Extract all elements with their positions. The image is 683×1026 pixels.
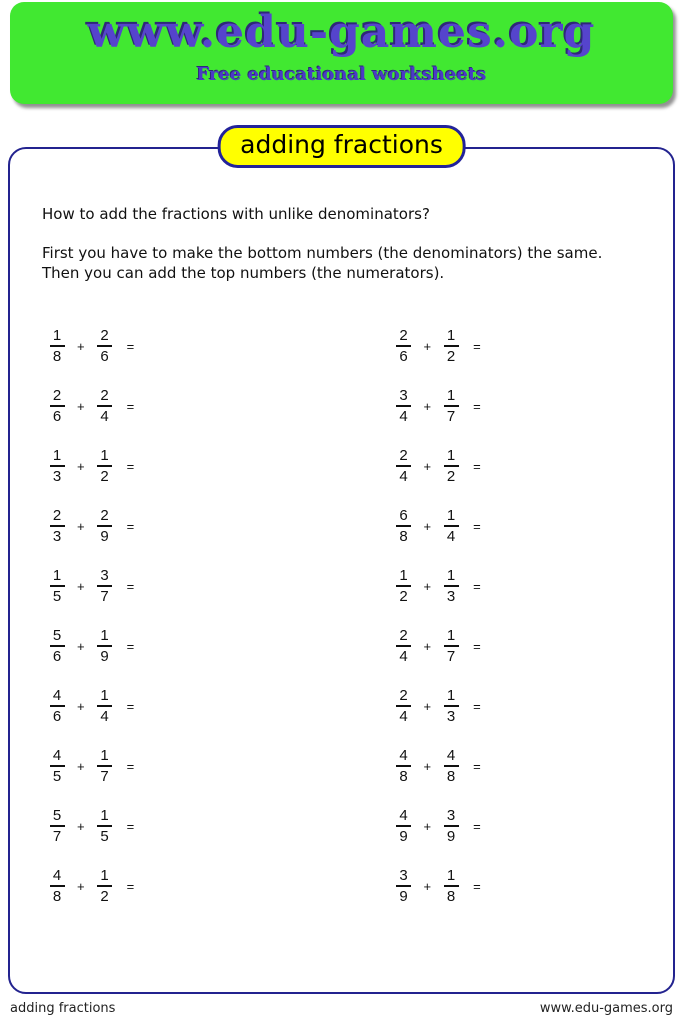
- fraction-first: [395, 328, 413, 364]
- equals-sign: =: [473, 758, 481, 774]
- equals-sign: =: [126, 338, 135, 354]
- equals-sign: =: [473, 578, 481, 594]
- problem-row: [395, 556, 644, 616]
- fraction-bar: [50, 885, 65, 887]
- fraction-first: [395, 388, 413, 424]
- fraction-second: [96, 628, 114, 664]
- fraction-denominator: 7: [446, 648, 456, 665]
- fraction-first: [48, 328, 66, 364]
- fraction-bar: [396, 765, 411, 767]
- fraction-bar: [396, 705, 411, 707]
- equals-sign: =: [126, 758, 135, 774]
- fraction-denominator: 4: [399, 708, 408, 725]
- fraction-denominator: 9: [399, 888, 408, 905]
- fraction-denominator: 2: [100, 888, 109, 905]
- plus-sign: +: [77, 638, 85, 654]
- fraction-first: [48, 628, 66, 664]
- fraction-bar: [97, 885, 112, 887]
- plus-sign: +: [77, 518, 85, 534]
- footer-site-url: www.edu-games.org: [539, 1001, 673, 1016]
- fraction-second: [96, 448, 114, 484]
- fraction-denominator: 9: [446, 828, 456, 845]
- site-title: www.edu-games.org: [87, 7, 596, 58]
- fraction-bar: [444, 345, 459, 347]
- fraction-bar: [50, 765, 65, 767]
- fraction-second: [96, 508, 114, 544]
- fraction-numerator: 4: [52, 687, 62, 704]
- plus-sign: +: [423, 818, 432, 834]
- fraction-bar: [97, 705, 112, 707]
- fraction-denominator: 5: [52, 768, 62, 785]
- fraction-numerator: 3: [399, 387, 408, 404]
- fraction-numerator: 1: [52, 567, 62, 584]
- fraction-second: [96, 388, 114, 424]
- fraction-denominator: 8: [399, 768, 408, 785]
- problem-row: [395, 736, 644, 796]
- fraction-numerator: 1: [52, 447, 62, 464]
- fraction-numerator: 4: [446, 747, 456, 764]
- fraction-bar: [444, 465, 459, 467]
- fraction-bar: [50, 405, 65, 407]
- equals-sign: =: [126, 398, 135, 414]
- site-subtitle: Free educational worksheets: [196, 64, 487, 85]
- fraction-second: [442, 508, 460, 544]
- equals-sign: =: [126, 878, 135, 894]
- fraction-bar: [50, 645, 65, 647]
- problem-row: [395, 436, 644, 496]
- fraction-numerator: 1: [446, 627, 456, 644]
- fraction-bar: [97, 405, 112, 407]
- problem-row: [395, 496, 644, 556]
- fraction-numerator: 4: [399, 807, 408, 824]
- fraction-denominator: 4: [100, 408, 109, 425]
- fraction-numerator: 1: [446, 387, 456, 404]
- problem-row: [48, 496, 343, 556]
- fraction-bar: [97, 345, 112, 347]
- fraction-denominator: 9: [399, 828, 408, 845]
- fraction-first: [395, 868, 413, 904]
- fraction-numerator: 4: [399, 747, 408, 764]
- fraction-bar: [50, 345, 65, 347]
- equals-sign: =: [473, 458, 481, 474]
- plus-sign: +: [423, 458, 432, 474]
- fraction-numerator: 2: [399, 327, 408, 344]
- fraction-first: [395, 568, 413, 604]
- fraction-first: [48, 808, 66, 844]
- fraction-bar: [97, 765, 112, 767]
- fraction-bar: [396, 345, 411, 347]
- problem-row: [395, 316, 644, 376]
- worksheet-sheet: [8, 147, 675, 994]
- fraction-numerator: 2: [399, 447, 408, 464]
- fraction-bar: [50, 825, 65, 827]
- fraction-bar: [97, 645, 112, 647]
- problem-row: [48, 376, 343, 436]
- fraction-first: [48, 448, 66, 484]
- fraction-denominator: 2: [446, 468, 456, 485]
- fraction-numerator: 1: [446, 447, 456, 464]
- footer-worksheet-name: adding fractions: [10, 1001, 116, 1016]
- fraction-denominator: 6: [52, 708, 62, 725]
- fraction-numerator: 2: [399, 687, 408, 704]
- fraction-numerator: 1: [52, 327, 62, 344]
- fraction-bar: [396, 465, 411, 467]
- problem-row: [48, 556, 343, 616]
- worksheet-title-badge: adding fractions: [217, 125, 466, 168]
- fraction-second: [96, 748, 114, 784]
- fraction-denominator: 4: [100, 708, 109, 725]
- plus-sign: +: [423, 878, 432, 894]
- fraction-numerator: 1: [100, 747, 109, 764]
- equals-sign: =: [473, 638, 481, 654]
- fraction-denominator: 9: [100, 648, 109, 665]
- fraction-second: [442, 808, 460, 844]
- fraction-denominator: 3: [52, 528, 62, 545]
- fraction-numerator: 1: [100, 867, 109, 884]
- fraction-numerator: 1: [446, 867, 456, 884]
- plus-sign: +: [77, 698, 85, 714]
- fraction-second: [442, 388, 460, 424]
- fraction-bar: [97, 465, 112, 467]
- fraction-numerator: 2: [399, 627, 408, 644]
- fraction-second: [96, 688, 114, 724]
- equals-sign: =: [473, 878, 481, 894]
- fraction-denominator: 7: [446, 408, 456, 425]
- fraction-second: [96, 868, 114, 904]
- fraction-numerator: 2: [100, 327, 109, 344]
- fraction-denominator: 5: [52, 588, 62, 605]
- fraction-numerator: 6: [399, 507, 408, 524]
- fraction-numerator: 1: [446, 327, 456, 344]
- fraction-second: [442, 328, 460, 364]
- problems-column-left: [42, 316, 343, 916]
- fraction-first: [48, 568, 66, 604]
- intro-heading: How to add the fractions with unlike denominators?: [42, 205, 430, 223]
- site-banner: [10, 2, 673, 104]
- plus-sign: +: [423, 518, 432, 534]
- plus-sign: +: [423, 398, 432, 414]
- problem-row: [48, 736, 343, 796]
- fraction-numerator: 1: [100, 447, 109, 464]
- equals-sign: =: [473, 338, 481, 354]
- fraction-denominator: 6: [100, 348, 109, 365]
- fraction-denominator: 3: [446, 588, 456, 605]
- fraction-first: [48, 388, 66, 424]
- fraction-numerator: 5: [52, 807, 62, 824]
- plus-sign: +: [423, 758, 432, 774]
- worksheet-container: [0, 130, 683, 994]
- fraction-second: [96, 568, 114, 604]
- plus-sign: +: [423, 698, 432, 714]
- fraction-first: [48, 508, 66, 544]
- plus-sign: +: [77, 578, 85, 594]
- fraction-bar: [396, 525, 411, 527]
- fraction-first: [395, 628, 413, 664]
- problem-row: [395, 616, 644, 676]
- fraction-first: [48, 748, 66, 784]
- fraction-numerator: 1: [446, 567, 456, 584]
- fraction-numerator: 2: [100, 387, 109, 404]
- fraction-denominator: 6: [52, 648, 62, 665]
- fraction-denominator: 5: [100, 828, 109, 845]
- fraction-denominator: 8: [52, 348, 62, 365]
- fraction-numerator: 4: [52, 747, 62, 764]
- fraction-bar: [396, 645, 411, 647]
- fraction-second: [442, 688, 460, 724]
- problem-row: [48, 676, 343, 736]
- fraction-second: [442, 568, 460, 604]
- fraction-bar: [444, 525, 459, 527]
- problem-row: [395, 796, 644, 856]
- fraction-denominator: 2: [446, 348, 456, 365]
- problem-row: [395, 676, 644, 736]
- equals-sign: =: [126, 458, 135, 474]
- fraction-denominator: 8: [446, 768, 456, 785]
- equals-sign: =: [126, 818, 135, 834]
- fraction-denominator: 4: [446, 528, 456, 545]
- plus-sign: +: [77, 818, 85, 834]
- problems-area: [42, 316, 643, 916]
- intro-text: First you have to make the bottom numbers (the denominators) the same. Then you can add the top numbers (the numerators).: [42, 244, 603, 282]
- problem-row: [395, 376, 644, 436]
- fraction-denominator: 4: [399, 468, 408, 485]
- fraction-bar: [50, 705, 65, 707]
- fraction-numerator: 2: [52, 387, 62, 404]
- plus-sign: +: [423, 638, 432, 654]
- fraction-numerator: 1: [100, 807, 109, 824]
- plus-sign: +: [423, 338, 432, 354]
- problem-row: [48, 616, 343, 676]
- fraction-numerator: 1: [399, 567, 408, 584]
- fraction-denominator: 3: [446, 708, 456, 725]
- fraction-first: [395, 808, 413, 844]
- fraction-numerator: 1: [446, 687, 456, 704]
- problem-row: [48, 796, 343, 856]
- fraction-bar: [97, 525, 112, 527]
- problem-row: [48, 316, 343, 376]
- fraction-bar: [444, 585, 459, 587]
- fraction-bar: [50, 465, 65, 467]
- plus-sign: +: [77, 878, 85, 894]
- fraction-numerator: 1: [100, 687, 109, 704]
- fraction-bar: [97, 585, 112, 587]
- fraction-first: [395, 448, 413, 484]
- fraction-denominator: 7: [52, 828, 62, 845]
- fraction-numerator: 3: [399, 867, 408, 884]
- fraction-numerator: 1: [100, 627, 109, 644]
- fraction-denominator: 6: [399, 348, 408, 365]
- fraction-denominator: 8: [399, 528, 408, 545]
- fraction-first: [395, 688, 413, 724]
- plus-sign: +: [77, 458, 85, 474]
- fraction-bar: [50, 525, 65, 527]
- fraction-denominator: 4: [399, 408, 408, 425]
- fraction-bar: [444, 645, 459, 647]
- problem-row: [48, 856, 343, 916]
- fraction-denominator: 2: [399, 588, 408, 605]
- fraction-bar: [444, 825, 459, 827]
- fraction-bar: [444, 885, 459, 887]
- plus-sign: +: [423, 578, 432, 594]
- fraction-second: [96, 328, 114, 364]
- equals-sign: =: [473, 698, 481, 714]
- fraction-denominator: 2: [100, 468, 109, 485]
- equals-sign: =: [473, 818, 481, 834]
- fraction-bar: [444, 765, 459, 767]
- fraction-denominator: 7: [100, 768, 109, 785]
- equals-sign: =: [126, 578, 135, 594]
- fraction-second: [442, 868, 460, 904]
- problem-row: [395, 856, 644, 916]
- fraction-bar: [50, 585, 65, 587]
- fraction-first: [48, 688, 66, 724]
- fraction-denominator: 6: [52, 408, 62, 425]
- fraction-bar: [444, 405, 459, 407]
- equals-sign: =: [126, 638, 135, 654]
- fraction-denominator: 9: [100, 528, 109, 545]
- fraction-bar: [97, 825, 112, 827]
- fraction-second: [442, 628, 460, 664]
- fraction-numerator: 3: [446, 807, 456, 824]
- problems-column-right: [343, 316, 644, 916]
- fraction-numerator: 2: [52, 507, 62, 524]
- fraction-second: [96, 808, 114, 844]
- fraction-first: [395, 508, 413, 544]
- fraction-bar: [396, 585, 411, 587]
- equals-sign: =: [473, 398, 481, 414]
- fraction-numerator: 5: [52, 627, 62, 644]
- fraction-numerator: 1: [446, 507, 456, 524]
- fraction-denominator: 8: [52, 888, 62, 905]
- fraction-bar: [444, 705, 459, 707]
- fraction-denominator: 3: [52, 468, 62, 485]
- fraction-first: [395, 748, 413, 784]
- equals-sign: =: [126, 698, 135, 714]
- equals-sign: =: [473, 518, 481, 534]
- fraction-denominator: 8: [446, 888, 456, 905]
- fraction-second: [442, 748, 460, 784]
- fraction-bar: [396, 825, 411, 827]
- equals-sign: =: [126, 518, 135, 534]
- fraction-numerator: 3: [100, 567, 109, 584]
- fraction-denominator: 7: [100, 588, 109, 605]
- problem-row: [48, 436, 343, 496]
- fraction-first: [48, 868, 66, 904]
- fraction-denominator: 4: [399, 648, 408, 665]
- plus-sign: +: [77, 398, 85, 414]
- plus-sign: +: [77, 758, 85, 774]
- fraction-bar: [396, 405, 411, 407]
- fraction-bar: [396, 885, 411, 887]
- page-footer: [10, 1001, 673, 1016]
- fraction-numerator: 4: [52, 867, 62, 884]
- plus-sign: +: [77, 338, 85, 354]
- fraction-numerator: 2: [100, 507, 109, 524]
- fraction-second: [442, 448, 460, 484]
